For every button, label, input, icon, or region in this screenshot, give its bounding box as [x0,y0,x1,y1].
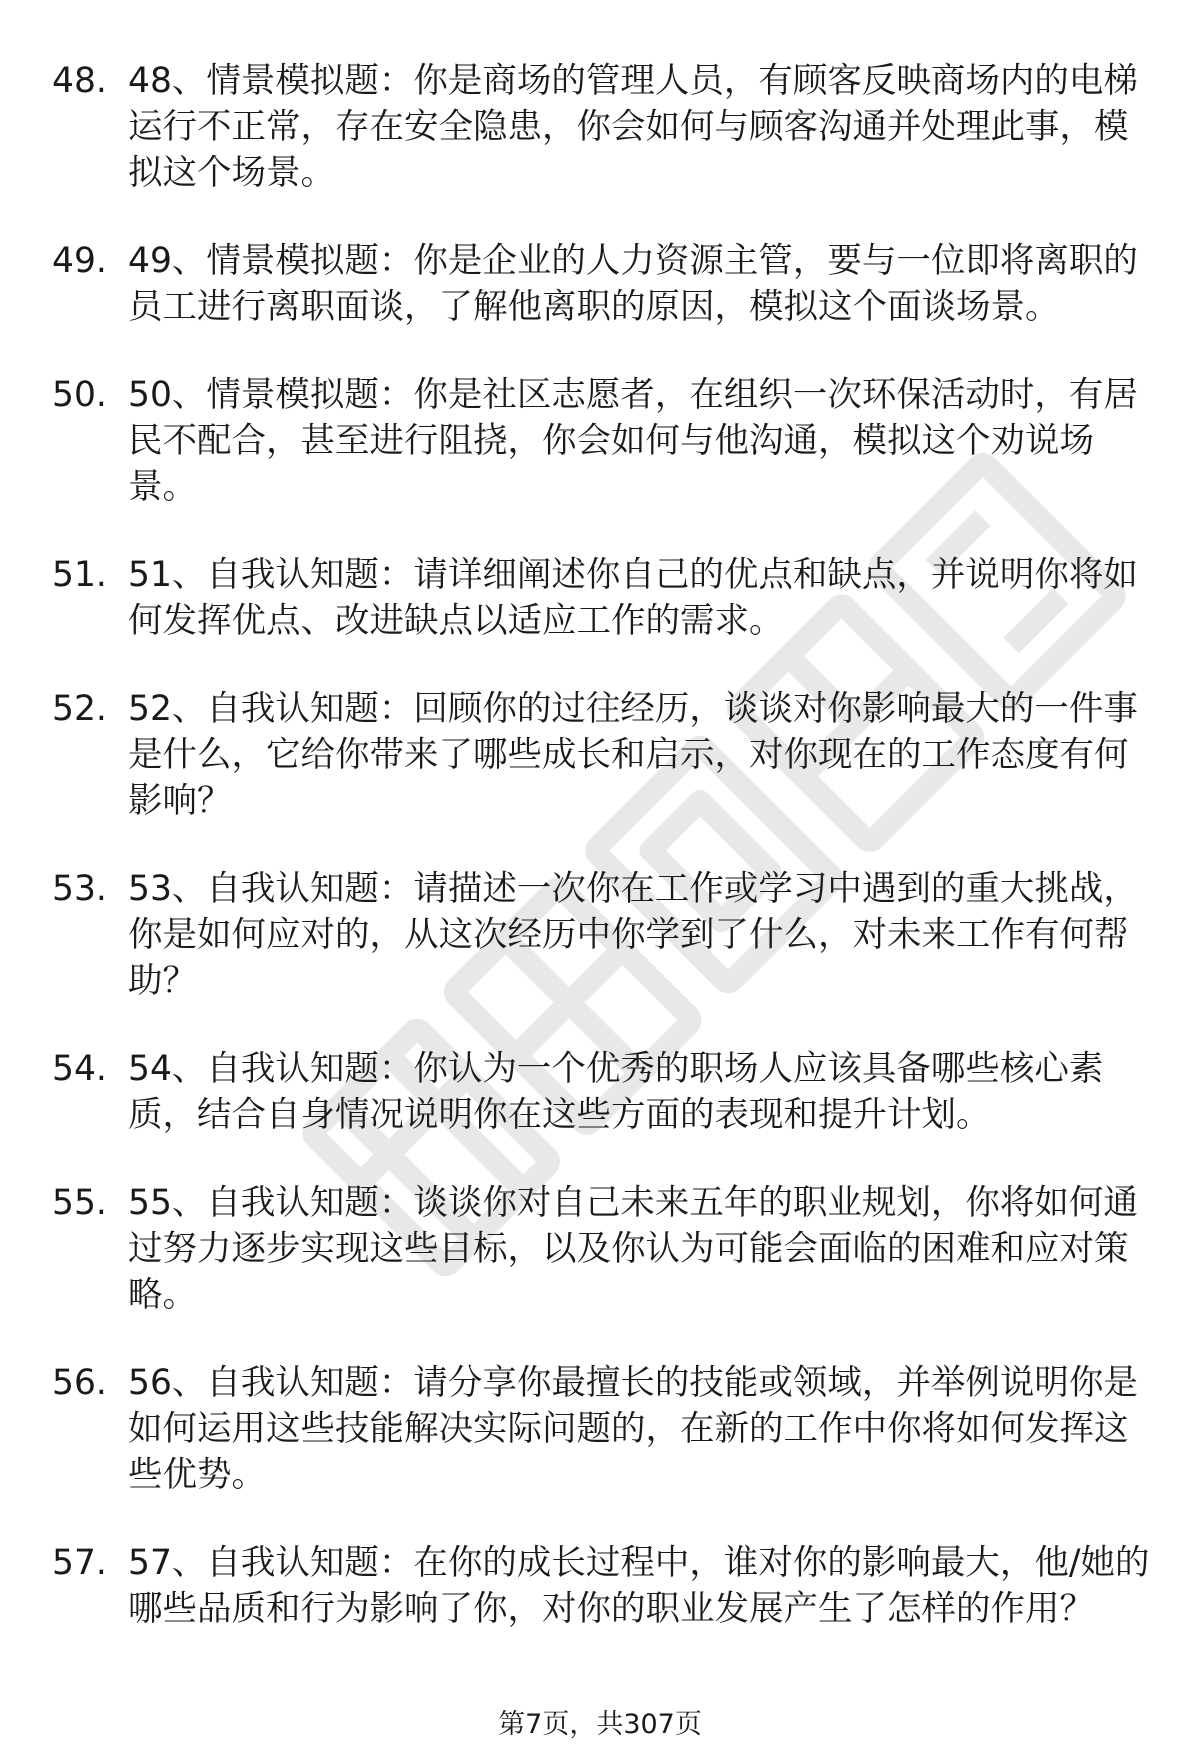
question-text: 52、自我认知题：回顾你的过往经历，谈谈对你影响最大的一件事是什么，它给你带来了哪些成长和启示，对你现在的工作态度有何影响？ [128,689,1138,821]
question-text: 54、自我认知题：你认为一个优秀的职场人应该具备哪些核心素质，结合自身情况说明你在这些方面的表现和提升计划。 [128,1049,1104,1135]
question-text: 49、情景模拟题：你是企业的人力资源主管，要与一位即将离职的员工进行离职面谈，了解他离职的原因，模拟这个面谈场景。 [128,241,1138,327]
question-number: 57. [52,1543,107,1583]
question-text: 55、自我认知题：谈谈你对自己未来五年的职业规划，你将如何通过努力逐步实现这些目标，以及你认为可能会面临的困难和应对策略。 [128,1183,1138,1315]
page-number-label: 第7页，共307页 [498,1709,702,1740]
question-item [0,372,1200,510]
question-number: 50. [52,375,107,415]
question-number: 49. [52,241,107,281]
question-number: 48. [52,61,107,101]
question-text: 48、情景模拟题：你是商场的管理人员，有顾客反映商场内的电梯运行不正常，存在安全隐患，你会如何与顾客沟通并处理此事，模拟这个场景。 [128,61,1138,193]
question-item [0,1360,1200,1498]
question-item [0,1046,1200,1138]
question-item [0,58,1200,196]
question-text: 56、自我认知题：请分享你最擅长的技能或领域，并举例说明你是如何运用这些技能解决实际问题的，在新的工作中你将如何发挥这些优势。 [128,1363,1138,1495]
question-item [0,552,1200,644]
question-item [0,1540,1200,1632]
question-list [0,58,1200,1674]
question-item [0,238,1200,330]
question-number: 53. [52,869,107,909]
question-number: 52. [52,689,107,729]
question-text: 51、自我认知题：请详细阐述你自己的优点和缺点，并说明你将如何发挥优点、改进缺点以适应工作的需求。 [128,555,1138,641]
question-number: 56. [52,1363,107,1403]
question-item [0,1180,1200,1318]
page-footer [0,1708,1200,1742]
question-text: 53、自我认知题：请描述一次你在工作或学习中遇到的重大挑战，你是如何应对的，从这次经历中你学到了什么，对未来工作有何帮助？ [128,869,1138,1001]
question-number: 51. [52,555,107,595]
question-text: 50、情景模拟题：你是社区志愿者，在组织一次环保活动时，有居民不配合，甚至进行阻挠，你会如何与他沟通，模拟这个劝说场景。 [128,375,1138,507]
question-text: 57、自我认知题：在你的成长过程中，谁对你的影响最大，他/她的哪些品质和行为影响了你，对你的职业发展产生了怎样的作用？ [128,1543,1150,1629]
question-number: 55. [52,1183,107,1223]
question-item [0,866,1200,1004]
question-item [0,686,1200,824]
question-number: 54. [52,1049,107,1089]
